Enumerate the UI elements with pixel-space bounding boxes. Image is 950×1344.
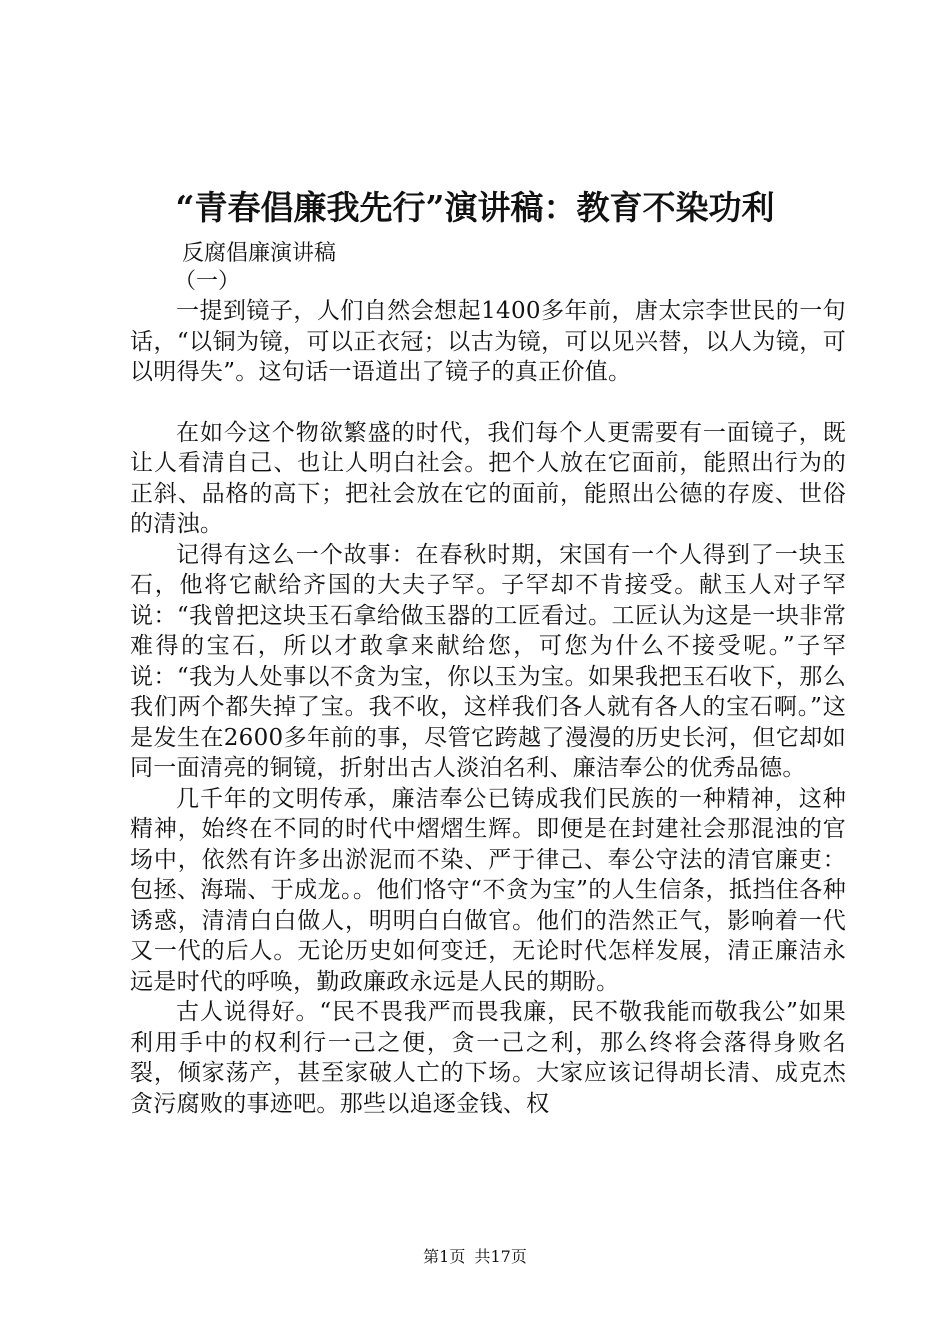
paragraph: 在如今这个物欲繁盛的时代，我们每个人更需要有一面镜子，既让人看清自己、也让人明白社会。把个人放在它面前，能照出行为的正斜、品格的高下；把社会放在它的面前，能照出公德的存废、世俗的清浊。 xyxy=(130,419,846,537)
paragraph: 古人说得好。“民不畏我严而畏我廉，民不敬我能而敬我公”如果利用手中的权利行一己之便，贪一己之利，那么终将会落得身败名裂，倾家荡产，甚至家破人亡的下场。大家应该记得胡长清、成克杰贪污腐败的事迹吧。那些以追逐金钱、权 xyxy=(130,999,846,1117)
page-footer xyxy=(0,1246,950,1268)
document-title: “青春倡廉我先行”演讲稿：教育不染功利 xyxy=(175,188,775,227)
document-subtitle: 反腐倡廉演讲稿 xyxy=(182,241,337,266)
paragraph: 记得有这么一个故事：在春秋时期，宋国有一个人得到了一块玉石，他将它献给齐国的大夫子罕。子罕却不肯接受。献玉人对子罕说：“我曾把这块玉石拿给做玉器的工匠看过。工匠认为这是一块非常难得的宝石，所以才敢拿来献给您，可您为什么不接受呢。”子罕说：“我为人处事以不贪为宝，你以玉为宝。如果我把玉石收下，那么我们两个都失掉了宝。我不收，这样我们各人就有各人的宝石啊。”这是发生在2600多年前的事，尽管它跨越了漫漫的历史长河，但它却如同一面清亮的铜镜，折射出古人淡泊名利、廉洁奉公的优秀品德。 xyxy=(130,541,846,781)
paragraph: 一提到镜子，人们自然会想起1400多年前，唐太宗李世民的一句话，“以铜为镜，可以正衣冠；以古为镜，可以见兴替，以人为镜，可以明得失”。这句话一语道出了镜子的真正价值。 xyxy=(130,298,846,385)
total-pages: 共17页 xyxy=(474,1247,527,1266)
section-number: （一） xyxy=(174,269,241,294)
page-number: 第1页 xyxy=(423,1247,466,1266)
document-body xyxy=(130,296,846,1119)
paragraph: 几千年的文明传承，廉洁奉公已铸成我们民族的一种精神，这种精神，始终在不同的时代中熠熠生辉。即便是在封建社会那混浊的官场中，依然有许多出淤泥而不染、严于律己、奉公守法的清官廉吏：包拯、海瑞、于成龙。。他们恪守“不贪为宝”的人生信条，抵挡住各种诱惑，清清白白做人，明明白白做官。他们的浩然正气，影响着一代又一代的后人。无论历史如何变迁，无论时代怎样发展，清正廉洁永远是时代的呼唤，勤政廉政永远是人民的期盼。 xyxy=(130,785,846,995)
